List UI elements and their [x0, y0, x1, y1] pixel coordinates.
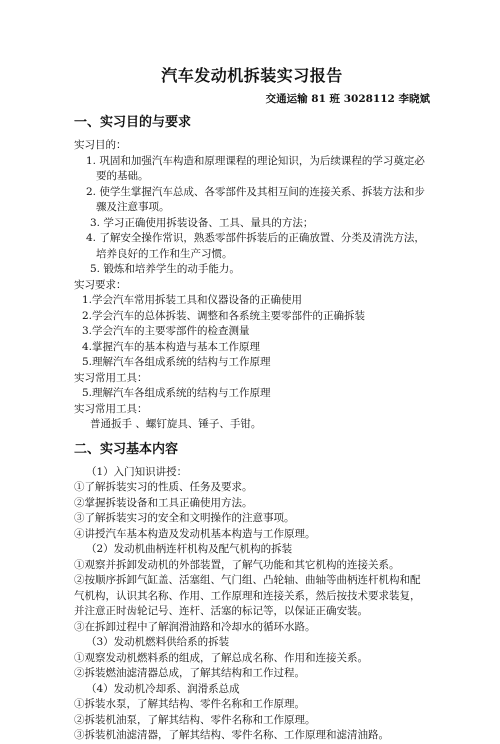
content-line: ②拆装燃油滤清器总成，了解其结构和工作过程。 — [74, 667, 305, 679]
tools-item: 普通扳手 、螺钉旋具、锤子、手钳。 — [90, 418, 262, 430]
purpose-label: 实习目的： — [74, 139, 127, 151]
content-line: ①观察并拆卸发动机的外部装置，了解气功能和其它机构的连接关系。 — [74, 558, 400, 571]
requirement-item: 4.掌握汽车的基本构造与基本工作原理 — [82, 340, 261, 353]
purpose-item: 3. 学习正确使用拆装设备、工具、量具的方法； — [90, 216, 314, 229]
content-line: ②掌握拆装设备和工具正确使用方法。 — [74, 496, 253, 509]
content-line: ④讲授汽车基本构造及发动机基本构造与工作原理。 — [74, 527, 316, 540]
content-line: （1）入门知识讲授： — [86, 465, 188, 478]
content-line: （3）发动机燃料供给系的拆装 — [86, 636, 230, 648]
requirement-item: 1.学会汽车常用拆装工具和仪器设备的正确使用 — [82, 294, 303, 306]
content-line: ③了解拆装实习的安全和文明操作的注意事项。 — [74, 512, 295, 524]
requirement-item: 2.学会汽车的总体拆装、调整和各系统主要零部件的正确拆装 — [82, 309, 366, 322]
section-2-heading: 二、实习基本内容 — [74, 441, 179, 457]
purpose-item: 1. 巩固和加强汽车构造和原理课程的理论知识，为后续课程的学习奠定必要的基础。 — [86, 154, 425, 182]
content-line: ②拆装机油泵，了解其结构、零件名称和工作原理。 — [74, 713, 316, 726]
content-line: ①了解拆装实习的性质、任务及要求。 — [74, 481, 253, 493]
section-2-content — [74, 465, 430, 744]
content-line: ③在拆卸过程中了解润滑油路和冷却水的循环水路。 — [74, 620, 316, 633]
tools-item: 5.理解汽车各组成系统的结构与工作原理 — [82, 387, 271, 399]
requirements-label: 实习要求： — [74, 278, 127, 291]
author-line: 交通运输 81 班 3028112 李晓斌 — [265, 93, 430, 105]
tools-label: 实习常用工具： — [74, 402, 148, 415]
purpose-item: 5. 锻炼和培养学生的动手能力。 — [90, 263, 240, 275]
content-line: ③拆装机油滤清器，了解其结构、零件名称、工作原理和滤清油路。 — [74, 729, 389, 741]
content-line: ①拆装水泵，了解其结构、零件名称和工作原理。 — [74, 698, 305, 710]
content-line: ①观察发动机燃料系的组成，了解总成名称、作用和连接关系。 — [74, 651, 368, 664]
purpose-item: 2. 使学生掌握汽车总成、各零部件及其相互间的连接关系、拆装方法和步骤及注意事项。 — [86, 185, 425, 213]
requirement-item: 5.理解汽车各组成系统的结构与工作原理 — [82, 356, 271, 368]
content-line: ②按顺序拆卸气缸盖、活塞组、气门组、凸轮轴、曲轴等曲柄连杆机构和配气机构，认识其名称、作用、工作原理和连接关系，然后按技术要求装复，并注意正时齿轮记号、连杆、活塞的标记等，以保证正确安装。 — [74, 574, 421, 617]
requirement-item: 3.学会汽车的主要零部件的检查测量 — [82, 325, 250, 337]
content-line: （4）发动机冷却系、润滑系总成 — [86, 682, 240, 695]
section-1-heading: 一、实习目的与要求 — [74, 115, 192, 130]
tools-label: 实习常用工具： — [74, 371, 148, 384]
purpose-item: 4. 了解安全操作常识，熟悉零部件拆装后的正确放置、分类及清洗方法，培养良好的工作和生产习惯。 — [86, 232, 425, 260]
document-title: 汽车发动机拆装实习报告 — [161, 66, 343, 85]
content-line: （2）发动机曲柄连杆机构及配气机构的拆装 — [86, 543, 293, 555]
